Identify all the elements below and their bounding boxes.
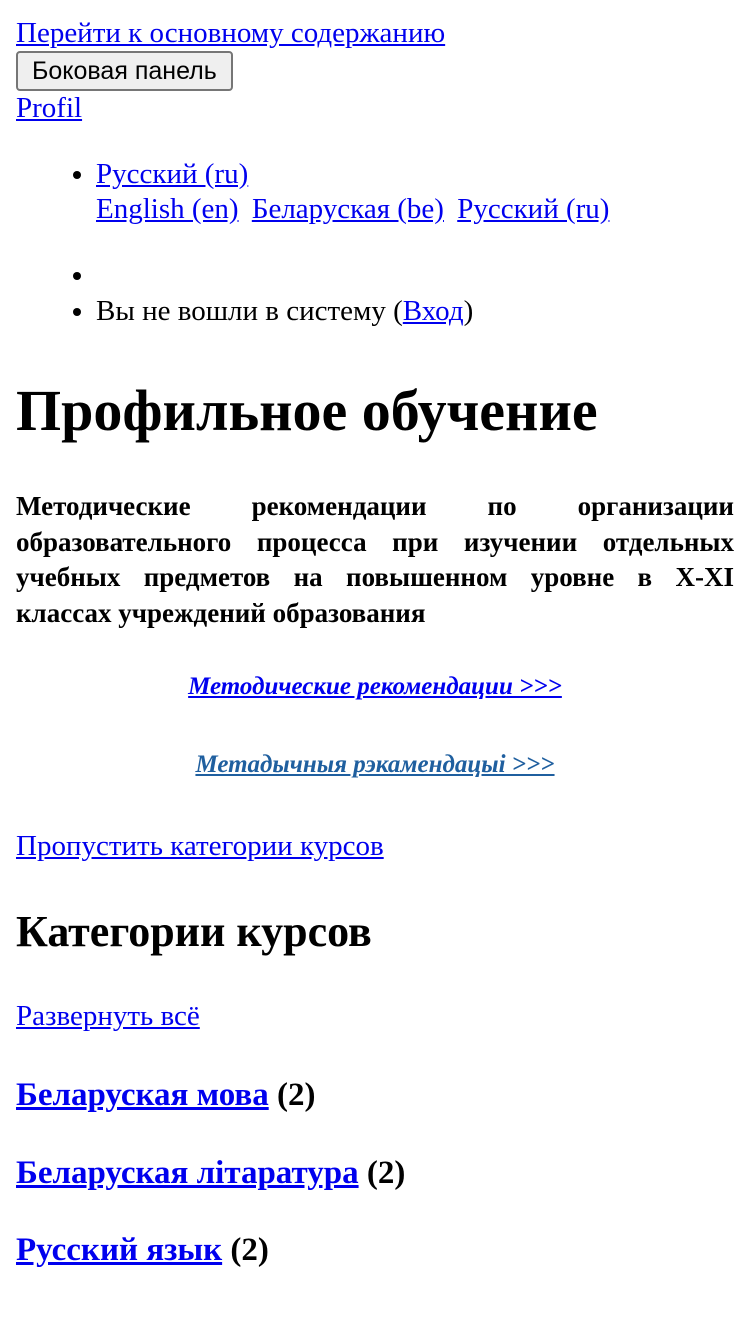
category-link-belarusian-literature[interactable]: Беларуская літаратура — [16, 1154, 359, 1191]
profile-link[interactable]: Profil — [16, 92, 83, 125]
language-option-ru[interactable]: Русский (ru) — [457, 193, 610, 226]
user-menu-empty-item — [96, 258, 734, 294]
intro-text: Методические рекомендации по организации образовательного процесса при изучении отдельных учебных предметов на повышенном уровне в X-XI классах учреждений образования — [16, 491, 734, 628]
expand-all-link[interactable]: Развернуть всё — [16, 999, 200, 1032]
methodical-recommendations-be-link[interactable]: Метадычныя рэкамендацыі >>> — [195, 751, 555, 779]
category-item — [16, 1231, 734, 1271]
language-menu — [16, 157, 734, 228]
language-options — [96, 192, 734, 227]
category-link-belarusian-language[interactable]: Беларуская мова — [16, 1077, 269, 1114]
login-status-suffix: ) — [463, 294, 474, 327]
skip-to-main-link[interactable]: Перейти к основному содержанию — [16, 17, 446, 49]
login-link[interactable]: Вход — [402, 294, 464, 327]
language-option-be[interactable]: Беларуская (be) — [251, 193, 444, 226]
category-link-russian-language[interactable]: Русский язык — [16, 1232, 223, 1269]
login-status-prefix: Вы не вошли в систему ( — [96, 294, 403, 327]
skip-categories-link[interactable]: Пропустить категории курсов — [16, 829, 384, 862]
language-menu-item — [96, 157, 734, 228]
methodical-link-ru-wrapper — [16, 672, 734, 703]
current-language-link[interactable]: Русский (ru) — [96, 157, 249, 190]
page-title: Профильное обучение — [16, 377, 598, 443]
category-item — [16, 1076, 734, 1116]
category-count: (2) — [276, 1077, 316, 1114]
methodical-link-be-wrapper — [16, 750, 734, 781]
user-menu — [16, 258, 734, 330]
course-categories-title: Категории курсов — [16, 906, 372, 956]
category-count: (2) — [366, 1154, 406, 1191]
sidebar-toggle-button[interactable]: Боковая панель — [16, 51, 233, 91]
login-status — [96, 294, 734, 330]
language-option-en[interactable]: English (en) — [96, 193, 239, 226]
methodical-recommendations-ru-link[interactable]: Методические рекомендации >>> — [188, 672, 562, 700]
category-count: (2) — [230, 1232, 269, 1269]
category-item — [16, 1154, 734, 1194]
